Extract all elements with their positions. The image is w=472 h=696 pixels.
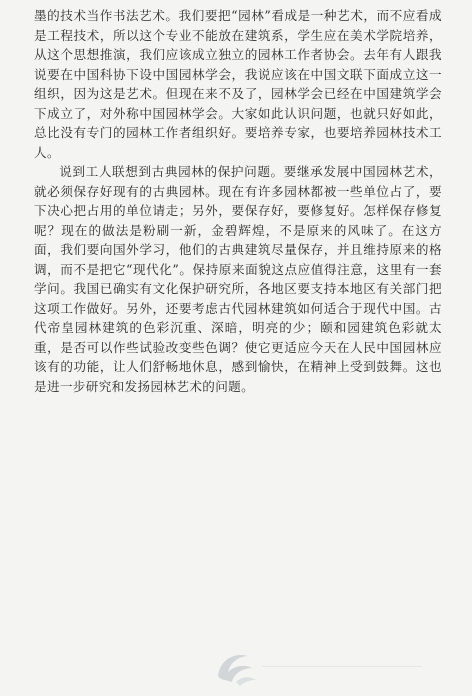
paragraph-1: 墨的技术当作书法艺术。我们要把“园林”看成是一种艺术，而不应看成是工程技术，所以这个专业不能放在建筑系，学生应在美术学院培养，从这个思想推演，我们应该成立独立的园林工作者协会。去年有人跟我说要在中国科协下设中国园林学会，我说应该在中国文联下面成立这一组织，因为这是艺术。但现在来不及了，园林学会已经在中国建筑学会下成立了，对外称中国园林学会。大家如此认识问题，也就只好如此，总比没有专门的园林工作者组织好。要培养专家，也要培养园林技术工人。 <box>34 8 442 160</box>
paragraph-2: 说到工人联想到古典园林的保护问题。要继承发展中国园林艺术，就必须保存好现有的古典园林。现在有许多园林都被一些单位占了，要下决心把占用的单位请走；另外，要保存好，要修复好。怎样保存修复呢？现在的做法是粉刷一新，金碧辉煌，不是原来的风味了。在这方面，我们要向国外学习，他们的古典建筑尽量保存，并且维持原来的格调，而不是把它“现代化”。保持原来面貌这点应值得注意，这里有一套学问。我国已确实有文化保护研究所，各地区要支持本地区有关部门把这项工作做好。另外，还要考虑古代园林建筑如何适合于现代中国。古代帝皇园林建筑的色彩沉重、深暗，明亮的少；颐和园建筑色彩就太重，是否可以作些试验改变些色调？使它更适应今天在人民中国园林应该有的功能，让人们舒畅地休息，感到愉快，在精神上受到鼓舞。这也是进一步研究和发扬园林艺术的问题。 <box>34 164 442 394</box>
body-text <box>34 6 442 396</box>
page-footer <box>0 640 472 696</box>
publisher-logo-icon <box>212 646 260 688</box>
footer-rule <box>262 666 422 667</box>
